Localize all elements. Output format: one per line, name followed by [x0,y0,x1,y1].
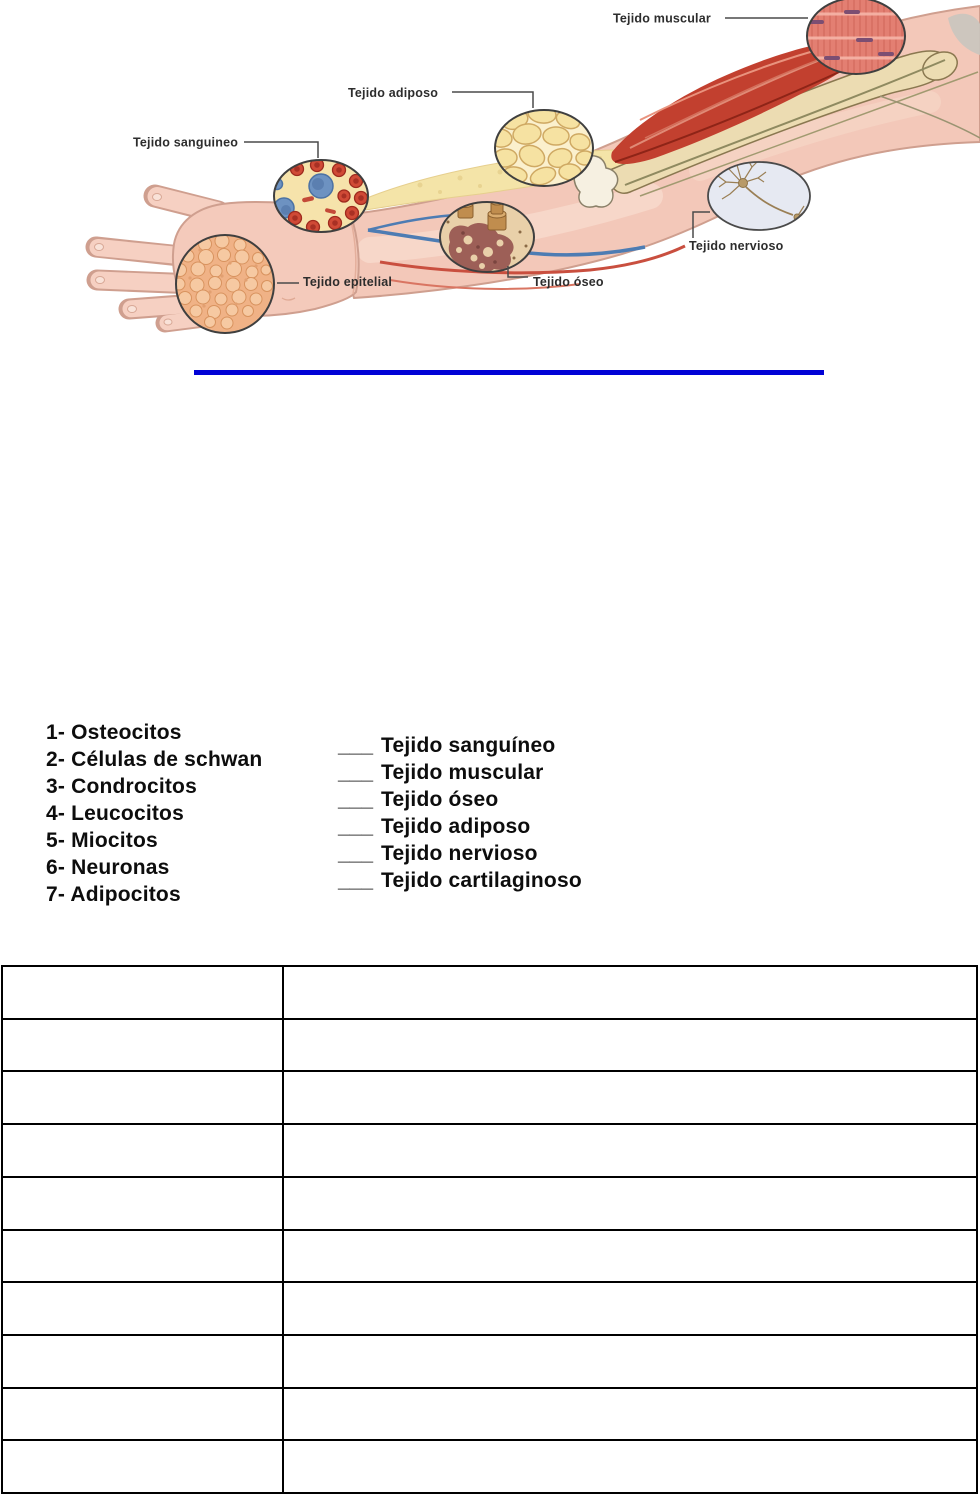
figure-label-tejido-nervioso: Tejido nervioso [689,239,784,253]
figure-label-tejido-epitelial: Tejido epitelial [303,275,393,289]
table-cell [3,1072,284,1123]
table-row [3,1231,976,1284]
table-cell [3,1283,284,1334]
table-row [3,1441,976,1492]
matching-term: 4- Leucocitos [46,802,184,825]
table-cell [284,1178,976,1229]
table-cell [3,1020,284,1071]
answer-blank: ___ [338,734,374,757]
table-cell [3,1125,284,1176]
answer-blank: ___ [338,761,374,784]
table-row [3,1389,976,1442]
table-row [3,1336,976,1389]
figure-label-tejido-adiposo: Tejido adiposo [348,86,439,100]
table-cell [3,967,284,1018]
matching-target-label: Tejido adiposo [381,815,531,838]
figure-label-tejido-oseo: Tejido óseo [533,275,604,289]
matching-term: 6- Neuronas [46,856,170,879]
matching-target-label: Tejido nervioso [381,842,538,865]
matching-target [338,759,582,786]
table-row [3,1125,976,1178]
matching-target [338,867,582,894]
table-cell [3,1178,284,1229]
figure-label-tejido-sanguineo: Tejido sanguineo [133,135,239,150]
table-cell [284,1125,976,1176]
table-row [3,1178,976,1231]
tissue-figure-illustration [0,0,980,358]
answer-blank: ___ [338,869,374,892]
answer-table [1,965,978,1494]
table-row [3,967,976,1020]
table-row [3,1020,976,1073]
table-cell [284,1072,976,1123]
matching-target-label: Tejido óseo [381,788,499,811]
matching-target-label: Tejido cartilaginoso [381,869,582,892]
table-cell [284,967,976,1018]
matching-term: 7- Adipocitos [46,883,181,906]
matching-term: 3- Condrocitos [46,775,197,798]
matching-targets-list [338,732,582,894]
table-cell [284,1336,976,1387]
matching-term: 1- Osteocitos [46,721,182,744]
hyperlink-underline[interactable] [194,370,824,375]
matching-target-label: Tejido muscular [381,761,544,784]
matching-terms-list [46,719,262,908]
table-cell [3,1336,284,1387]
table-cell [284,1020,976,1071]
table-cell [284,1231,976,1282]
table-cell [284,1389,976,1440]
figure-label-tejido-muscular: Tejido muscular [613,11,711,26]
inset-tejido-muscular [807,0,905,74]
answer-blank: ___ [338,842,374,865]
matching-target-label: Tejido sanguíneo [381,734,556,757]
matching-term: 5- Miocitos [46,829,158,852]
table-cell [284,1283,976,1334]
matching-term: 2- Células de schwan [46,748,263,771]
matching-target [338,840,582,867]
table-cell [3,1389,284,1440]
table-cell [3,1231,284,1282]
table-row [3,1283,976,1336]
table-cell [284,1441,976,1492]
table-row [3,1072,976,1125]
answer-blank: ___ [338,788,374,811]
matching-target [338,786,582,813]
answer-blank: ___ [338,815,374,838]
table-cell [3,1441,284,1492]
matching-target [338,732,582,759]
matching-target [338,813,582,840]
